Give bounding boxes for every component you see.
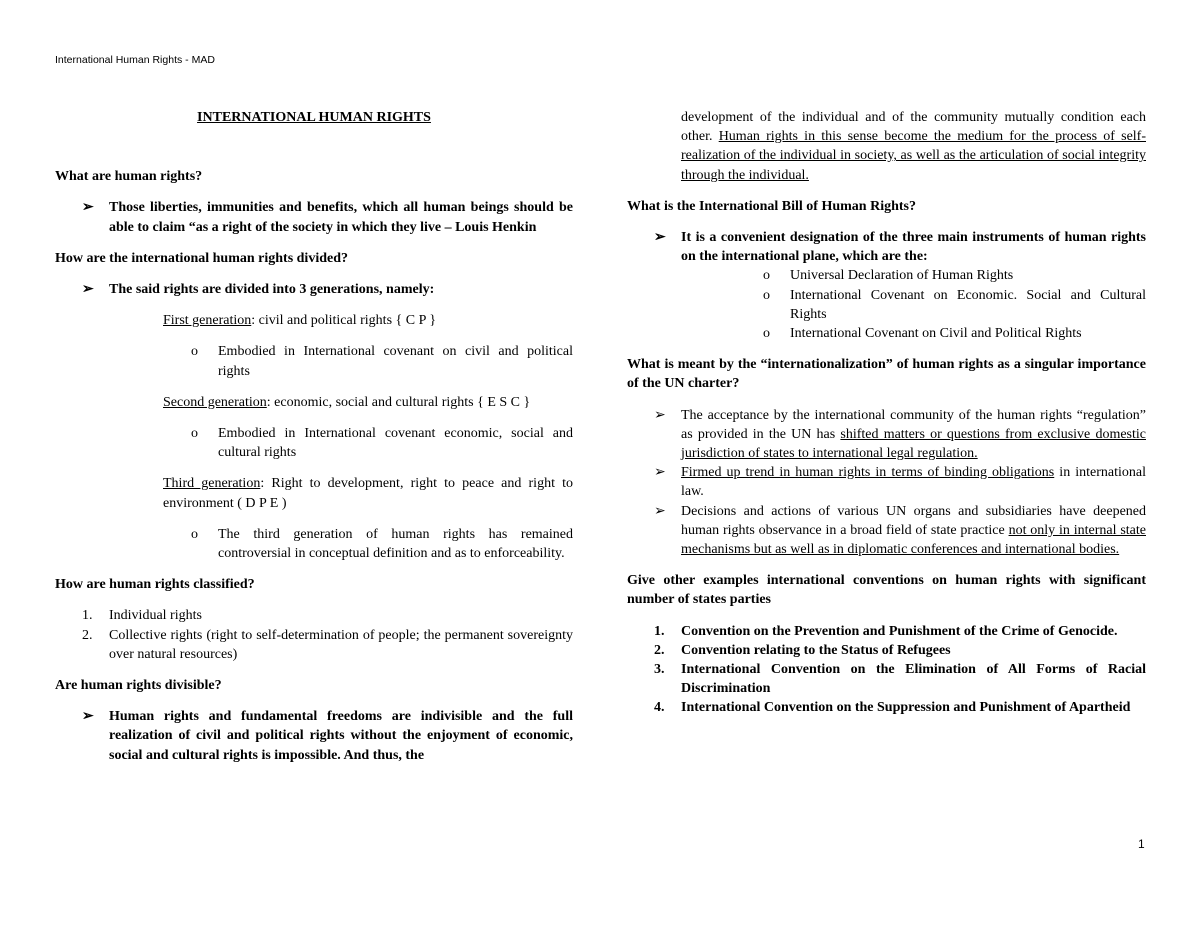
list-item: 2. Collective rights (right to self-determination of people; the permanent sovereignty over natural resources) [82,627,573,662]
first-generation-detail: o Embodied in International covenant on civil and political rights [191,344,573,379]
list-item: 1. Convention on the Prevention and Punishment of the Crime of Genocide. [654,623,1118,639]
document-title: INTERNATIONAL HUMAN RIGHTS [197,110,431,125]
second-generation: Second generation: economic, social and cultural rights { E S C } [163,394,531,410]
answer-bullet: ➢ The acceptance by the international community of the human rights “regulation” as provided in the UN has shifted matters or questions from exclusive domestic jurisdiction of states to international legal regulation. [654,407,1146,462]
third-generation-detail: o The third generation of human rights has remained controversial in conceptual definition and as to enforceability. [191,526,573,562]
left-column [55,108,573,765]
list-item: o Universal Declaration of Human Rights [627,266,1146,285]
arrow-bullet-icon: ➢ [654,407,666,423]
list-item: o International Covenant on Economic. Social and Cultural Rights [763,287,1146,322]
list-item: 1. Individual rights [82,608,202,624]
arrow-bullet-icon: ➢ [654,503,666,519]
circle-bullet-icon: o [191,426,198,442]
question-internationalization: What is meant by the “internationalization” of human rights as a singular importance of the UN charter? [627,357,1146,392]
circle-bullet-icon: o [191,526,198,542]
circle-bullet-icon: o [763,268,770,284]
page-header: International Human Rights - MAD [55,54,215,66]
arrow-bullet-icon: ➢ [82,200,94,216]
second-generation-detail: o Embodied in International covenant economic, social and cultural rights [191,426,573,461]
arrow-bullet-icon: ➢ [654,465,666,481]
circle-bullet-icon: o [763,326,770,342]
arrow-bullet-icon: ➢ [82,282,94,298]
question-bill-of-rights: What is the International Bill of Human Rights? [627,198,916,214]
third-generation: Third generation: Right to development, right to peace and right to environment ( D P E ) [163,476,573,511]
question-how-divided: How are the international human rights divided? [55,250,348,266]
answer-bullet: ➢ It is a convenient designation of the three main instruments of human rights on the international plane, which are the: [654,230,1146,265]
right-column [627,108,1146,718]
question-divisible: Are human rights divisible? [55,678,222,694]
circle-bullet-icon: o [191,344,198,360]
page-number: 1 [1138,837,1145,851]
continued-paragraph: development of the individual and of the community mutually condition each other. Human rights in this sense become the medium for the process of self-realization of the individual in society, as well as the articulation of social integrity through the individual. [681,110,1146,183]
answer-bullet: ➢ Decisions and actions of various UN organs and subsidiaries have deepened human rights observance in a broad field of state practice not only in internal state mechanisms but as well as in diplomatic conferences and international bodies. [654,503,1146,558]
arrow-bullet-icon: ➢ [654,230,666,246]
answer-bullet: ➢ Firmed up trend in human rights in terms of binding obligations in international law. [654,465,1146,500]
answer-bullet: ➢ Human rights and fundamental freedoms are indivisible and the full realization of civil and political rights without the enjoyment of economic, social and cultural rights is impossible. And thus, the [82,709,573,763]
question-what-are-human-rights: What are human rights? [55,169,203,185]
list-item: 4. International Convention on the Suppression and Punishment of Apartheid [654,700,1131,716]
first-generation: First generation: civil and political rights { C P } [163,313,437,329]
answer-bullet: ➢ The said rights are divided into 3 generations, namely: [55,280,573,299]
list-item: 3. International Convention on the Elimination of All Forms of Racial Discrimination [654,662,1146,697]
question-how-classified: How are human rights classified? [55,577,255,593]
list-item: o International Covenant on Civil and Political Rights [627,324,1146,343]
question-other-conventions: Give other examples international conventions on human rights with significant number of states parties [627,573,1146,608]
list-item: 2. Convention relating to the Status of Refugees [654,642,951,658]
arrow-bullet-icon: ➢ [82,709,94,725]
circle-bullet-icon: o [763,287,770,303]
answer-bullet: ➢ Those liberties, immunities and benefits, which all human beings should be able to claim “as a right of the society in which they live – Louis Henkin [82,200,573,235]
